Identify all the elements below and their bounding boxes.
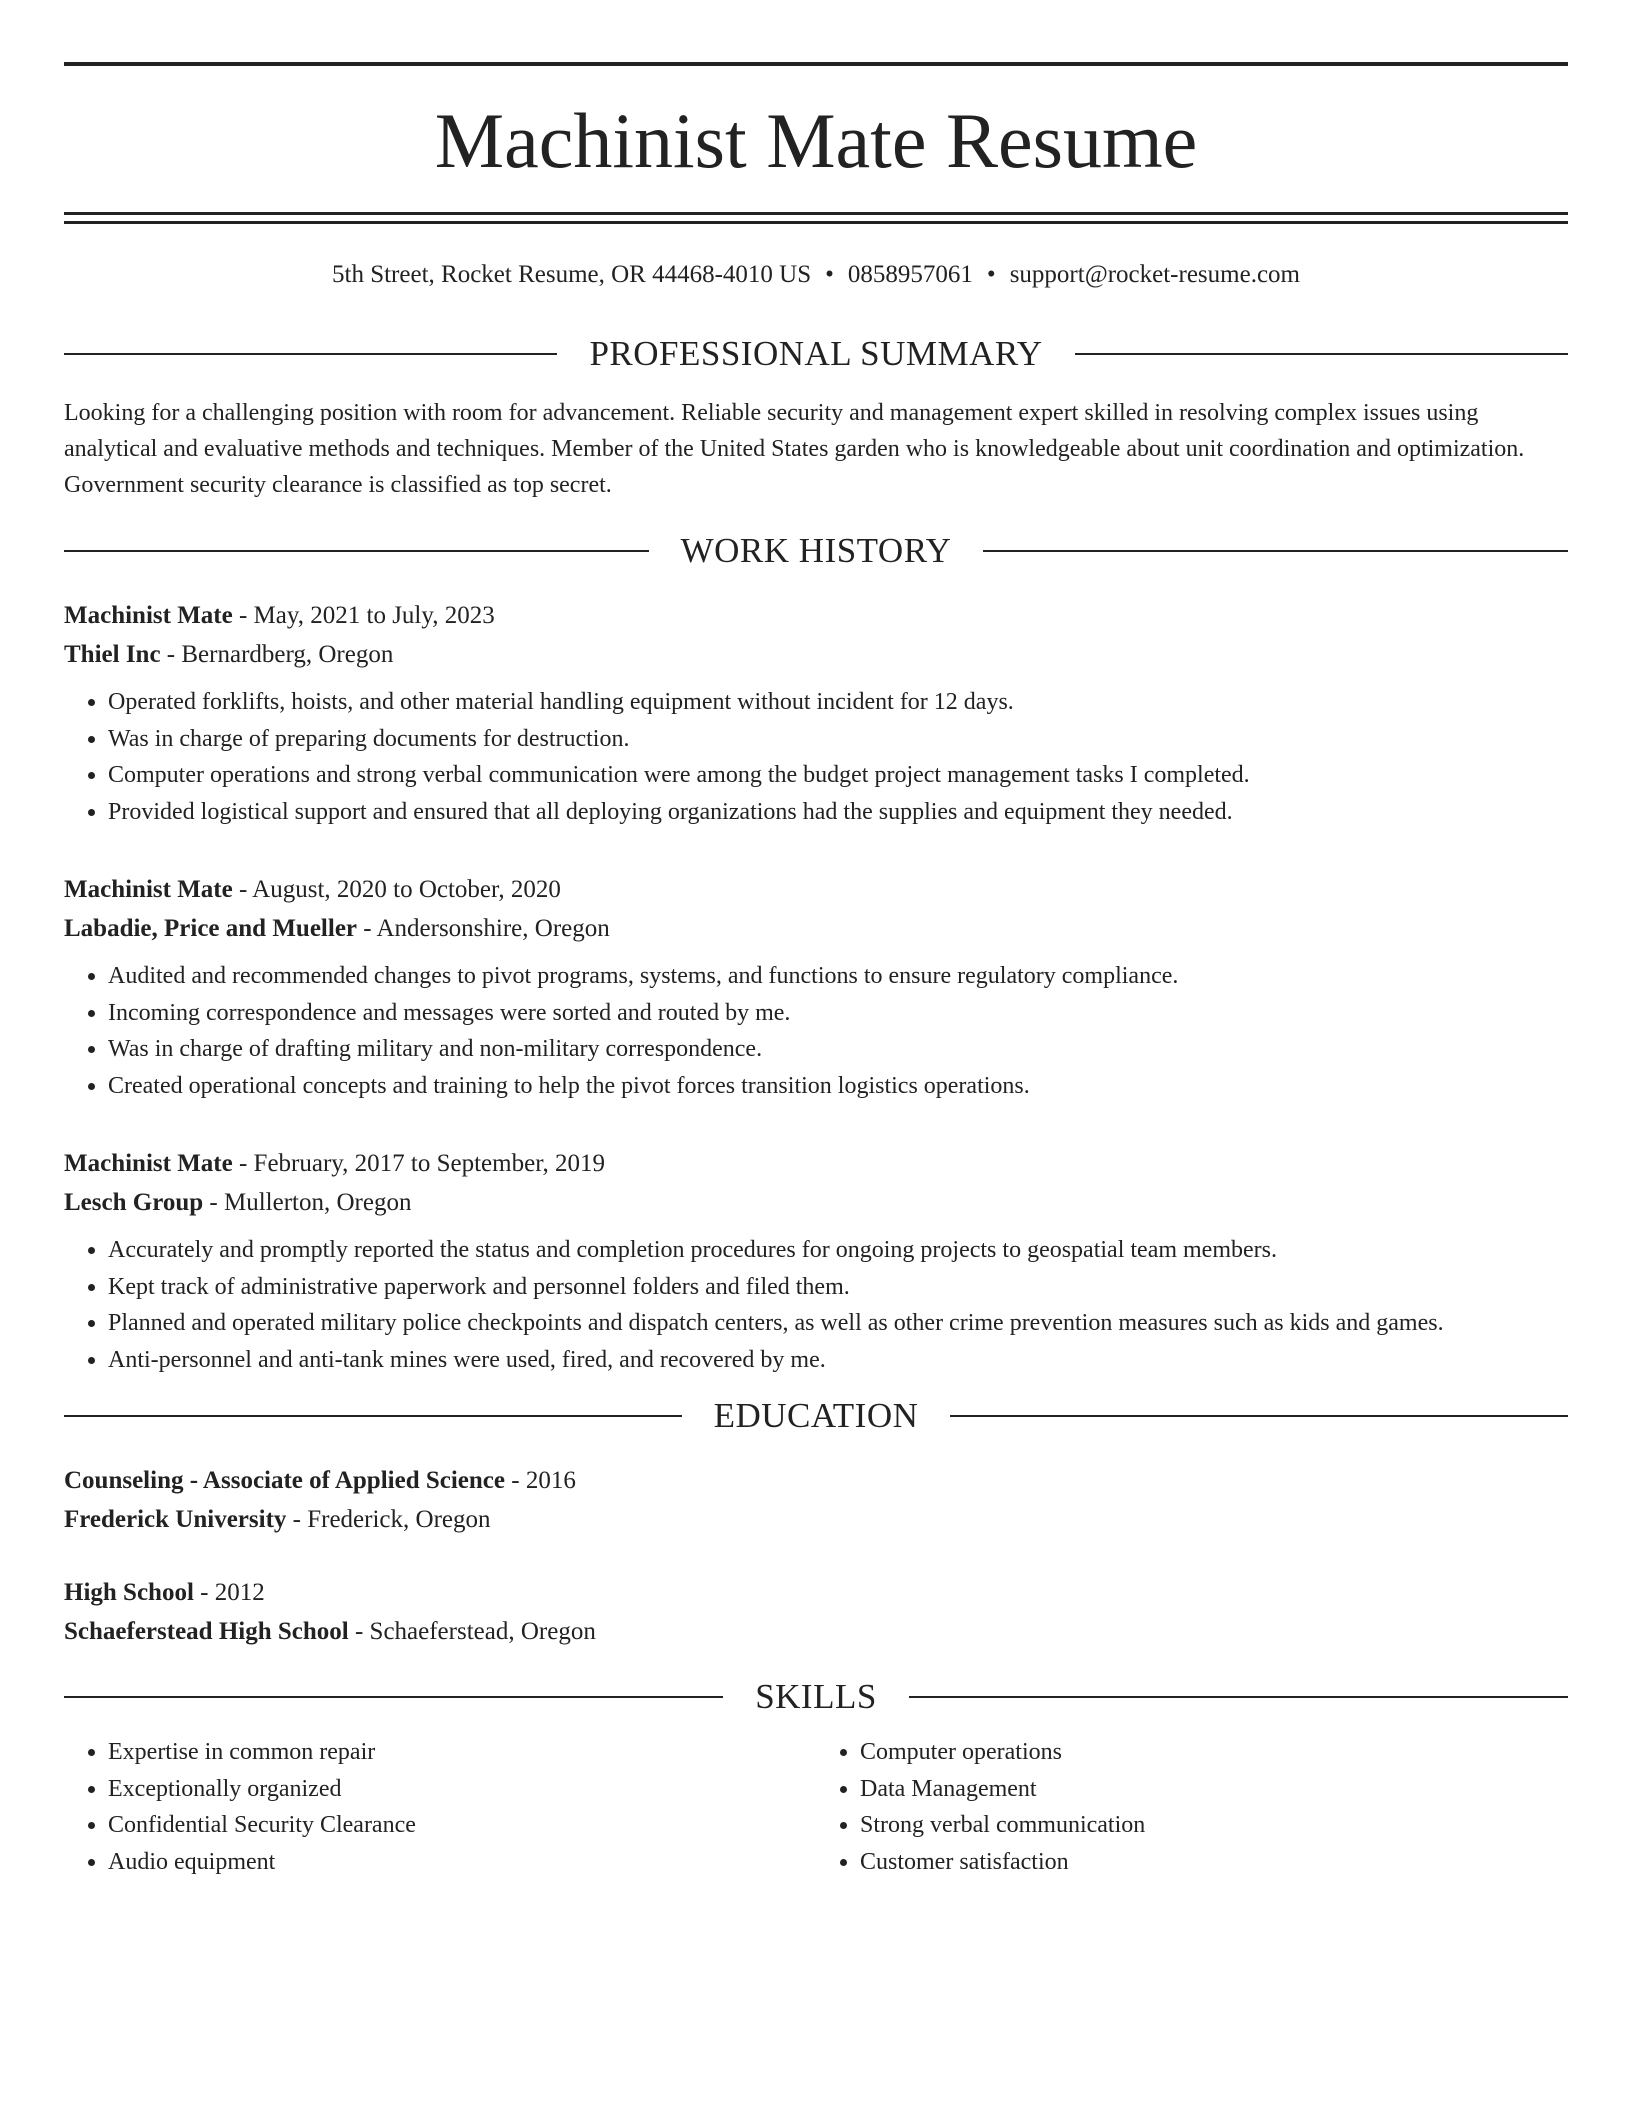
job-company-line: [64, 1183, 1568, 1222]
list-item: • Was in charge of preparing documents for destruction.: [108, 721, 1568, 758]
list-item: • Strong verbal communication: [860, 1807, 1568, 1844]
section-divider: [983, 550, 1568, 552]
education-school: Frederick University: [64, 1506, 287, 1533]
list-item: • Planned and operated military police checkpoints and dispatch centers, as well as other crime prevention measures such as kids and games.: [108, 1305, 1568, 1342]
section-title: EDUCATION: [713, 1396, 919, 1435]
job-company: Lesch Group: [64, 1189, 204, 1216]
skills-list-right: [816, 1734, 1568, 1880]
page-title: Machinist Mate Resume: [434, 97, 1198, 184]
section-divider: [1075, 353, 1568, 355]
section-heading-work: [64, 533, 1568, 568]
education-degree: High School: [64, 1579, 194, 1606]
job-dates: - August, 2020 to October, 2020: [232, 876, 561, 903]
section-heading-summary: [64, 336, 1568, 371]
section-heading-skills: [64, 1679, 1568, 1714]
education-school-line: [64, 1612, 1568, 1651]
section-title: SKILLS: [755, 1677, 877, 1716]
section-divider: [950, 1415, 1568, 1417]
section-divider: [64, 353, 557, 355]
job-dates: - February, 2017 to September, 2019: [232, 1150, 606, 1177]
section-title: PROFESSIONAL SUMMARY: [589, 334, 1043, 373]
section-divider: [909, 1696, 1568, 1698]
education-school-line: [64, 1500, 1568, 1539]
contact-separator: •: [986, 261, 996, 288]
section-divider: [64, 1696, 723, 1698]
list-item: • Incoming correspondence and messages were sorted and routed by me.: [108, 995, 1568, 1032]
skills-list-left: [64, 1734, 816, 1880]
education-degree-line: [64, 1461, 1568, 1500]
list-item: • Accurately and promptly reported the status and completion procedures for ongoing projects to geospatial team members.: [108, 1232, 1568, 1269]
contact-phone: 0858957061: [847, 261, 973, 288]
contact-separator: •: [825, 261, 834, 288]
section-heading-education: [64, 1398, 1568, 1433]
job-location: - Bernardberg, Oregon: [160, 641, 394, 668]
list-item: • Customer satisfaction: [860, 1844, 1568, 1881]
education-entry: [64, 1461, 1568, 1539]
job-entry: [64, 870, 1568, 1104]
list-item: • Data Management: [860, 1771, 1568, 1808]
contact-address: 5th Street, Rocket Resume, OR 44468-4010 US: [332, 261, 812, 288]
job-title-line: [64, 870, 1568, 909]
list-item: • Exceptionally organized: [108, 1771, 816, 1808]
list-item: • Audio equipment: [108, 1844, 816, 1881]
section-divider: [64, 550, 649, 552]
education-school: Schaeferstead High School: [64, 1618, 349, 1645]
list-item: • Expertise in common repair: [108, 1734, 816, 1771]
job-title: Machinist Mate: [64, 602, 233, 629]
list-item: • Confidential Security Clearance: [108, 1807, 816, 1844]
job-dates: - May, 2021 to July, 2023: [232, 602, 495, 629]
education-year: - 2016: [505, 1467, 576, 1494]
education-degree: Counseling - Associate of Applied Science: [64, 1467, 505, 1494]
job-company-line: [64, 635, 1568, 674]
section-divider: [64, 1415, 682, 1417]
list-item: • Was in charge of drafting military and non-military correspondence.: [108, 1031, 1568, 1068]
job-bullets: [64, 684, 1568, 830]
education-year: - 2012: [193, 1579, 265, 1606]
job-title: Machinist Mate: [64, 876, 233, 903]
list-item: • Computer operations: [860, 1734, 1568, 1771]
summary-text: Looking for a challenging position with room for advancement. Reliable security and management expert skilled in resolving complex issues using analytical and evaluative methods and techniques. Member of the United States garden who is knowledgeable about unit coordination and optimization. Government security clearance is classified as top secret.: [64, 400, 1525, 498]
job-company: Labadie, Price and Mueller: [64, 915, 358, 942]
list-item: • Anti-personnel and anti-tank mines were used, fired, and recovered by me.: [108, 1342, 1568, 1379]
job-company-line: [64, 909, 1568, 948]
list-item: • Provided logistical support and ensured that all deploying organizations had the supplies and equipment they needed.: [108, 794, 1568, 831]
resume-page: [64, 0, 1568, 1880]
job-bullets: [64, 1232, 1568, 1378]
job-entry: [64, 596, 1568, 830]
job-bullets: [64, 958, 1568, 1104]
contact-line: [64, 260, 1568, 290]
education-location: - Schaeferstead, Oregon: [348, 1618, 596, 1645]
list-item: • Operated forklifts, hoists, and other material handling equipment without incident for 12 days.: [108, 684, 1568, 721]
job-company: Thiel Inc: [64, 641, 161, 668]
list-item: • Computer operations and strong verbal communication were among the budget project management tasks I completed.: [108, 757, 1568, 794]
list-item: • Audited and recommended changes to pivot programs, systems, and functions to ensure regulatory compliance.: [108, 958, 1568, 995]
education-location: - Frederick, Oregon: [286, 1506, 491, 1533]
job-entry: [64, 1144, 1568, 1378]
job-location: - Mullerton, Oregon: [203, 1189, 412, 1216]
job-title-line: [64, 1144, 1568, 1183]
job-location: - Andersonshire, Oregon: [357, 915, 610, 942]
section-title: WORK HISTORY: [680, 531, 952, 570]
contact-email: support@rocket-resume.com: [1009, 261, 1300, 288]
list-item: • Kept track of administrative paperwork and personnel folders and filed them.: [108, 1269, 1568, 1306]
list-item: • Created operational concepts and training to help the pivot forces transition logistics operations.: [108, 1068, 1568, 1105]
title-double-rule: [64, 212, 1568, 224]
job-title: Machinist Mate: [64, 1150, 233, 1177]
education-entry: [64, 1573, 1568, 1651]
education-degree-line: [64, 1573, 1568, 1612]
skills-columns: [64, 1734, 1568, 1880]
job-title-line: [64, 596, 1568, 635]
